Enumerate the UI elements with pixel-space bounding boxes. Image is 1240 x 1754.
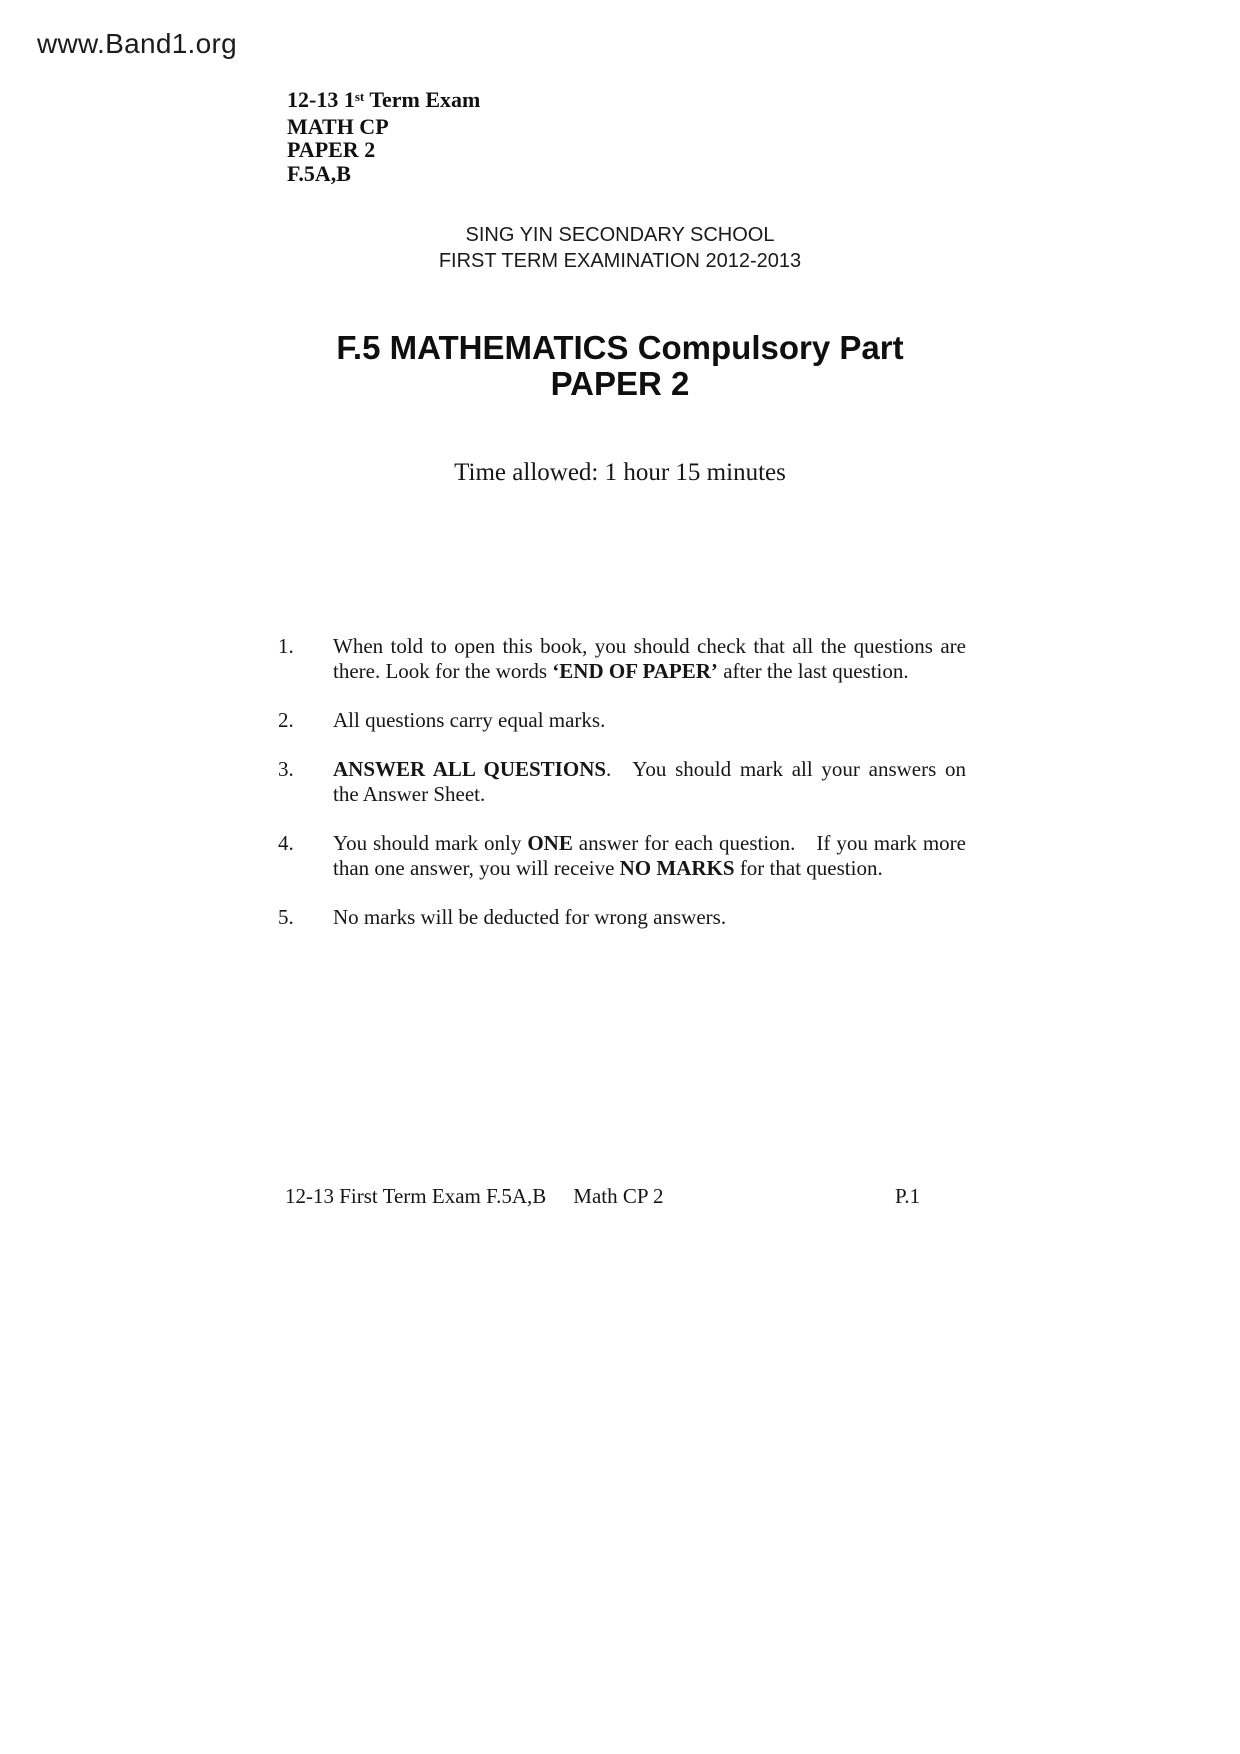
time-allowed: Time allowed: 1 hour 15 minutes	[454, 459, 786, 486]
instruction-text-run: You should mark only	[333, 831, 528, 855]
header-term-prefix: 12-13 1	[287, 87, 355, 112]
instruction-text-run: after the last question.	[717, 659, 909, 683]
exam-header-block	[287, 88, 480, 185]
header-term-rest: Term Exam	[364, 87, 481, 112]
header-line-paper: PAPER 2	[287, 137, 376, 162]
footer-page-number: P.1	[895, 1184, 921, 1208]
school-name: SING YIN SECONDARY SCHOOL	[465, 224, 775, 246]
instruction-text-run-bold: ONE	[527, 831, 573, 855]
instruction-item-4	[278, 831, 966, 881]
instruction-text-run-bold: ‘END OF PAPER’	[552, 659, 718, 683]
instruction-number: 5.	[278, 905, 294, 929]
page-footer	[285, 1184, 965, 1209]
instruction-text-run-bold: NO MARKS	[619, 856, 735, 880]
instruction-text	[333, 757, 966, 807]
instruction-item-2	[278, 708, 966, 733]
instructions-list	[278, 634, 966, 930]
instruction-text	[333, 905, 966, 930]
instruction-number: 4.	[278, 831, 294, 855]
instruction-text-run-bold: ANSWER ALL QUESTIONS	[333, 757, 607, 781]
paper-title-block	[0, 330, 1240, 402]
header-ordinal-suffix: st	[354, 89, 365, 105]
watermark-text: www.Band1.org	[37, 28, 238, 59]
paper-number: PAPER 2	[550, 365, 690, 402]
instruction-text	[333, 831, 966, 881]
header-line-subject: MATH CP	[287, 113, 389, 139]
header-line-term	[287, 88, 480, 115]
paper-title: F.5 MATHEMATICS Compulsory Part	[336, 329, 904, 366]
instruction-text	[333, 708, 966, 733]
instruction-item-5	[278, 905, 966, 930]
instruction-number: 3.	[278, 757, 294, 781]
instruction-text-run: answer for each question. If you mark more than one answer, you will receive	[333, 831, 966, 880]
instruction-item-1	[278, 634, 966, 684]
footer-paper-label: Math CP 2	[573, 1184, 664, 1208]
instruction-text-run: All questions carry equal marks.	[333, 708, 606, 732]
instruction-number: 2.	[278, 708, 294, 732]
instruction-text-run: . You should mark all your answers on the Answer Sheet.	[333, 757, 966, 806]
footer-exam-label: 12-13 First Term Exam F.5A,B	[285, 1184, 547, 1208]
header-line-class: F.5A,B	[287, 160, 351, 186]
exam-session: FIRST TERM EXAMINATION 2012-2013	[438, 249, 802, 272]
instruction-text-run: When told to open this book, you should check that all the questions are there. Look for the words	[333, 634, 966, 683]
instruction-text-run: No marks will be deducted for wrong answers.	[333, 905, 727, 929]
instruction-text	[333, 634, 966, 684]
school-block	[0, 223, 1240, 274]
instruction-number: 1.	[278, 634, 294, 658]
instruction-text-run: for that question.	[734, 856, 883, 880]
instruction-item-3	[278, 757, 966, 807]
